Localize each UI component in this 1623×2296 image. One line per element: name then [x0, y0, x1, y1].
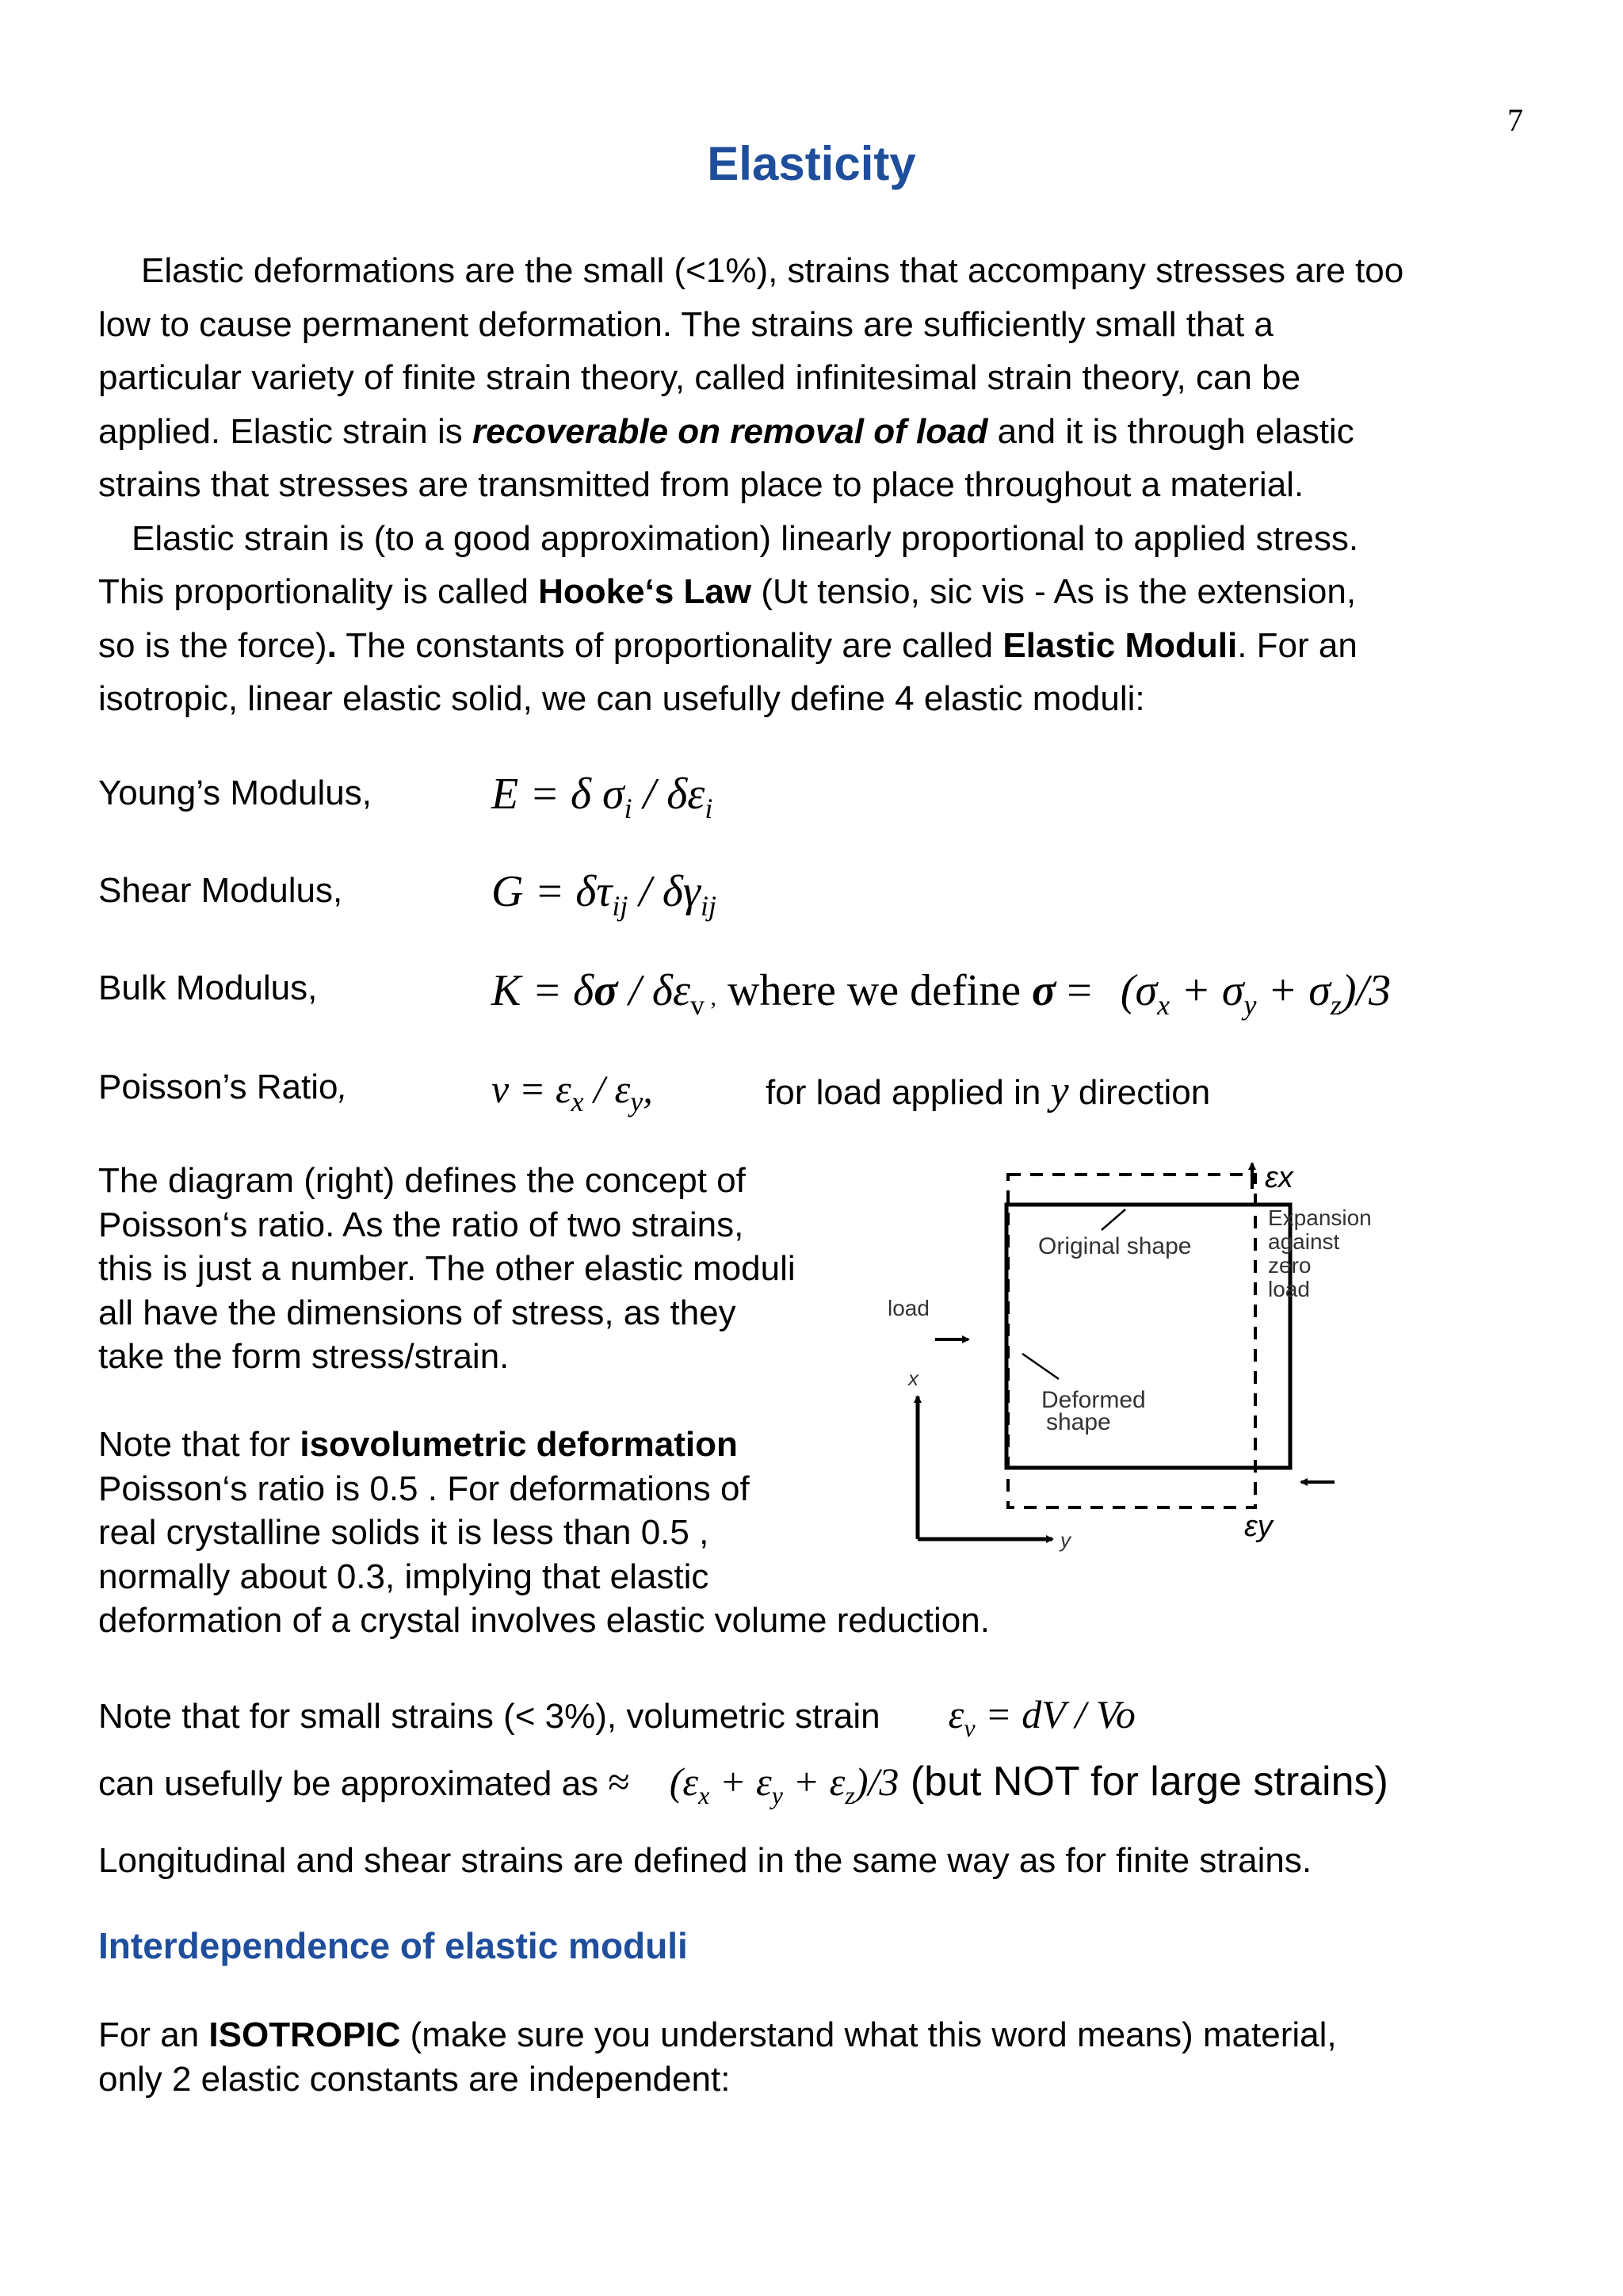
intro-line-8	[98, 619, 1549, 673]
eps-x-label: εx	[1265, 1161, 1293, 1194]
deformed-label-1: Deformed	[1041, 1387, 1146, 1413]
poissons-ratio-note: for load applied in y direction	[766, 1068, 1211, 1114]
deformed-label-2: shape	[1046, 1409, 1111, 1435]
intro-line-7	[98, 565, 1549, 619]
diagram-text-line: take the form stress/strain.	[98, 1337, 510, 1376]
intro-text: This proportionality is called	[98, 572, 539, 611]
longitudinal-paragraph	[98, 1834, 1549, 1888]
isovolumetric-line: normally about 0.3, implying that elastic	[98, 1557, 709, 1596]
volumetric-line-2: can usefully be approximated as ≈ $(\varepsilon_x + \varepsilon_y + \varepsilon_z)/3$ (but NOT for large strains)	[98, 1758, 1388, 1809]
intro-text: so is the force)	[98, 625, 327, 665]
bulk-modulus-formula: $K = \delta\sigma / \delta\varepsilon_v$ , where we define $\sigma = (\sigma_x + \sigma_y + \sigma_z)/3$	[491, 966, 1392, 1022]
intro-text: and it is through elastic	[987, 411, 1354, 451]
poissons-ratio-label: Poisson’s Ratio,	[98, 1068, 348, 1106]
bulk-modulus-label: Bulk Modulus,	[98, 968, 318, 1007]
youngs-modulus-label: Young’s Modulus,	[98, 774, 372, 812]
expansion-label-4: load	[1268, 1277, 1310, 1301]
page-title: Elasticity	[707, 137, 916, 190]
expansion-label-3: zero	[1268, 1253, 1312, 1278]
shear-modulus-label: Shear Modulus,	[98, 871, 343, 910]
original-shape-pointer	[1102, 1209, 1125, 1230]
expansion-label-1: Expansion	[1268, 1205, 1372, 1230]
deformed-shape-rect	[1008, 1175, 1255, 1507]
youngs-modulus-formula: E = δ $\sigma_i / \delta\varepsilon_i$	[491, 770, 713, 825]
eps-y-label: εy	[1244, 1510, 1273, 1543]
isovolumetric-line: deformation of a crystal involves elastic volume reduction.	[98, 1601, 990, 1640]
longitudinal-line: Longitudinal and shear strains are defined in the same way as for finite strains.	[98, 1841, 1312, 1880]
intro-line-9: isotropic, linear elastic solid, we can usefully define 4 elastic moduli:	[98, 679, 1145, 718]
expansion-label-2: against	[1268, 1229, 1340, 1254]
isovolumetric-line: Note that for isovolumetric deformation	[98, 1425, 738, 1464]
intro-line-1: Elastic deformations are the small (<1%), strains that accompany stresses are too	[141, 251, 1404, 290]
isotropic-paragraph	[98, 2013, 1337, 2101]
intro-line-3: particular variety of finite strain theory, called infinitesimal strain theory, can be	[98, 358, 1301, 397]
poissons-ratio-formula: $\nu = \varepsilon_x / \varepsilon_y$,	[491, 1067, 653, 1117]
intro-text: applied. Elastic strain is	[98, 411, 472, 451]
isovolumetric-note	[98, 1423, 990, 1643]
deformed-shape-pointer	[1022, 1354, 1059, 1379]
y-axis-label: y	[1060, 1528, 1071, 1552]
isotropic-line-1: For an ISOTROPIC (make sure you understand what this word means) material,	[98, 2015, 1337, 2054]
volumetric-approx-formula: $(\varepsilon_x + \varepsilon_y + \varepsilon_z)/3$	[669, 1759, 899, 1809]
hookes-law-term: Hooke‘s Law	[538, 572, 752, 611]
isotropic-line-2: only 2 elastic constants are independent:	[98, 2059, 731, 2099]
emphasis-recoverable: recoverable on removal of load	[472, 411, 988, 451]
intro-text: . For an	[1237, 625, 1358, 665]
diagram-text-line: all have the dimensions of stress, as they	[98, 1293, 736, 1332]
intro-line-6: Elastic strain is (to a good approximation) linearly proportional to applied stress.	[132, 518, 1359, 558]
volumetric-strain-formula: $\varepsilon_v$ = dV / Vo	[948, 1692, 1136, 1742]
load-label: load	[888, 1296, 930, 1320]
intro-text: The constants of proportionality are called	[336, 625, 1003, 665]
shear-modulus-formula: $G = \delta\tau_{ij} / \delta\gamma_{ij}$	[491, 867, 717, 923]
volumetric-line-1: Note that for small strains (< 3%), volumetric strain $\varepsilon_v$ = dV / Vo	[98, 1692, 1136, 1742]
isotropic-term: ISOTROPIC	[208, 2015, 401, 2054]
diagram-text-line: Poisson‘s ratio. As the ratio of two strains,	[98, 1205, 744, 1244]
original-shape-label: Original shape	[1038, 1233, 1192, 1259]
volumetric-strain-paragraph	[98, 1688, 1549, 1822]
x-axis-label: x	[908, 1366, 918, 1390]
diagram-text-line: this is just a number. The other elastic moduli	[98, 1249, 796, 1288]
isovolumetric-line: real crystalline solids it is less than 0.5 ,	[98, 1513, 709, 1552]
page-number: 7	[1507, 102, 1523, 138]
intro-paragraph	[98, 244, 1549, 726]
diagram-description	[98, 1159, 796, 1379]
isovolumetric-term: isovolumetric deformation	[300, 1425, 738, 1464]
diagram-text-line: The diagram (right) defines the concept of	[98, 1161, 746, 1200]
intro-text: .	[327, 625, 337, 665]
elastic-moduli-term: Elastic Moduli	[1002, 625, 1238, 665]
section-heading: Interdependence of elastic moduli	[98, 1925, 688, 1966]
intro-line-4	[98, 405, 1549, 459]
intro-line-2: low to cause permanent deformation. The strains are sufficiently small that a	[98, 304, 1274, 344]
intro-line-5: strains that stresses are transmitted from place to place throughout a material.	[98, 465, 1304, 504]
isovolumetric-line: Poisson‘s ratio is 0.5 . For deformations of	[98, 1469, 750, 1508]
poisson-ratio-diagram	[880, 1156, 1403, 1576]
intro-text: (Ut tensio, sic vis - As is the extension,	[751, 572, 1357, 611]
